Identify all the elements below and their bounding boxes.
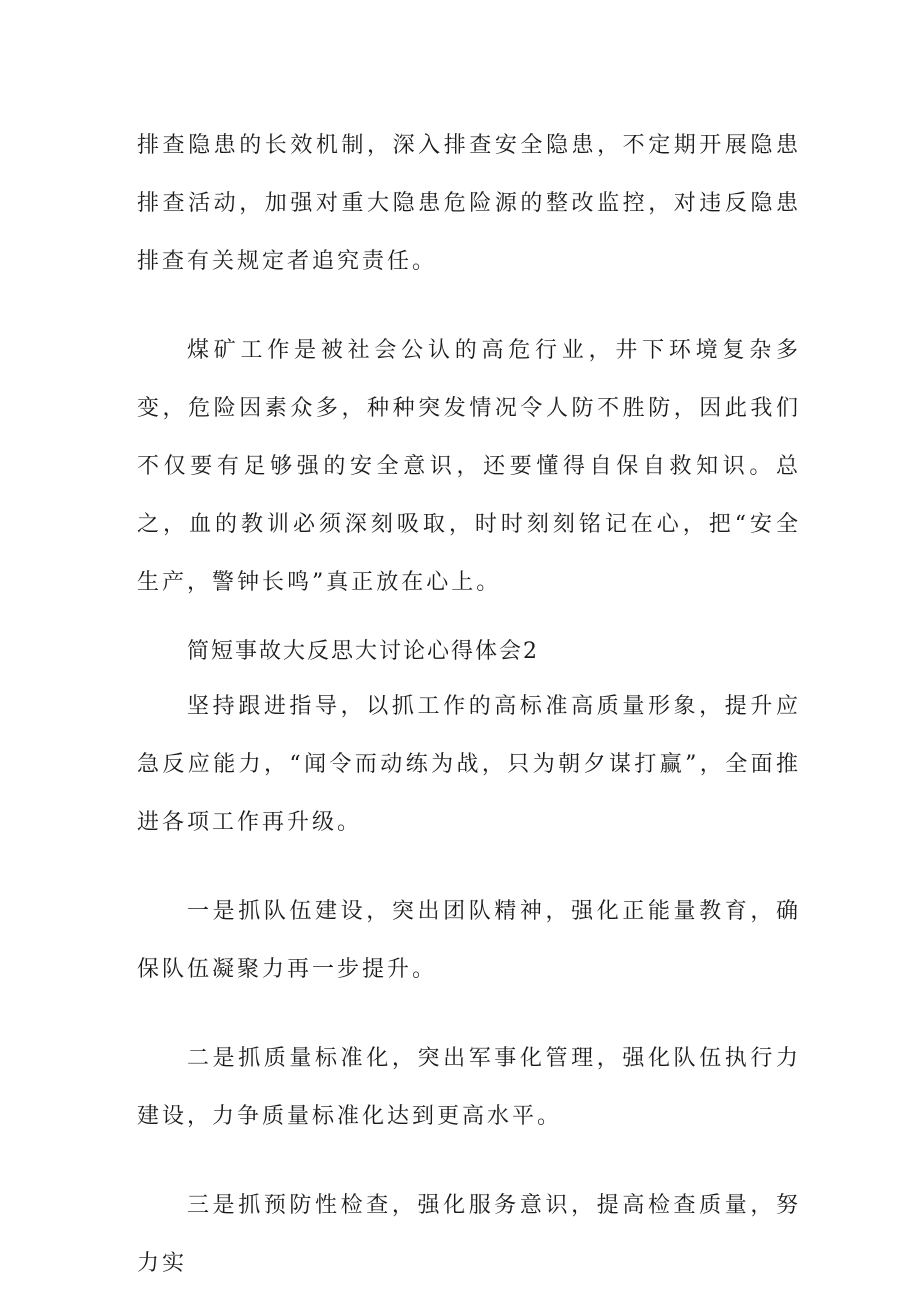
paragraph-preventive-inspection: 三是抓预防性检查，强化服务意识，提高检查质量，努力实 bbox=[137, 1193, 801, 1276]
paragraph-follow-up-guidance: 坚持跟进指导，以抓工作的高标准高质量形象，提升应急反应能力，“闻令而动练为战，只为朝夕谋打赢”，全面推进各项工作再升级。 bbox=[137, 694, 801, 835]
paragraph-quality-standardization: 二是抓质量标准化，突出军事化管理，强化队伍执行力建设，力争质量标准化达到更高水平。 bbox=[137, 1046, 801, 1129]
paragraph-coal-mine-safety: 煤矿工作是被社会公认的高危行业，井下环境复杂多变，危险因素众多，种种突发情况令人防不胜防，因此我们不仅要有足够强的安全意识，还要懂得自保自救知识。总之，血的教训必须深刻吸取，时时刻刻铭记在心，把“安全生产，警钟长鸣”真正放在心上。 bbox=[137, 338, 801, 595]
document-body bbox=[137, 117, 801, 1293]
paragraph-team-building: 一是抓队伍建设，突出团队精神，强化正能量教育，确保队伍凝聚力再一步提升。 bbox=[137, 899, 801, 982]
section-heading: 简短事故大反思大讨论心得体会2 bbox=[187, 639, 539, 664]
paragraph-continued: 排查隐患的长效机制，深入排查安全隐患，不定期开展隐患排查活动，加强对重大隐患危险源的整改监控，对违反隐患排查有关规定者追究责任。 bbox=[137, 133, 801, 274]
